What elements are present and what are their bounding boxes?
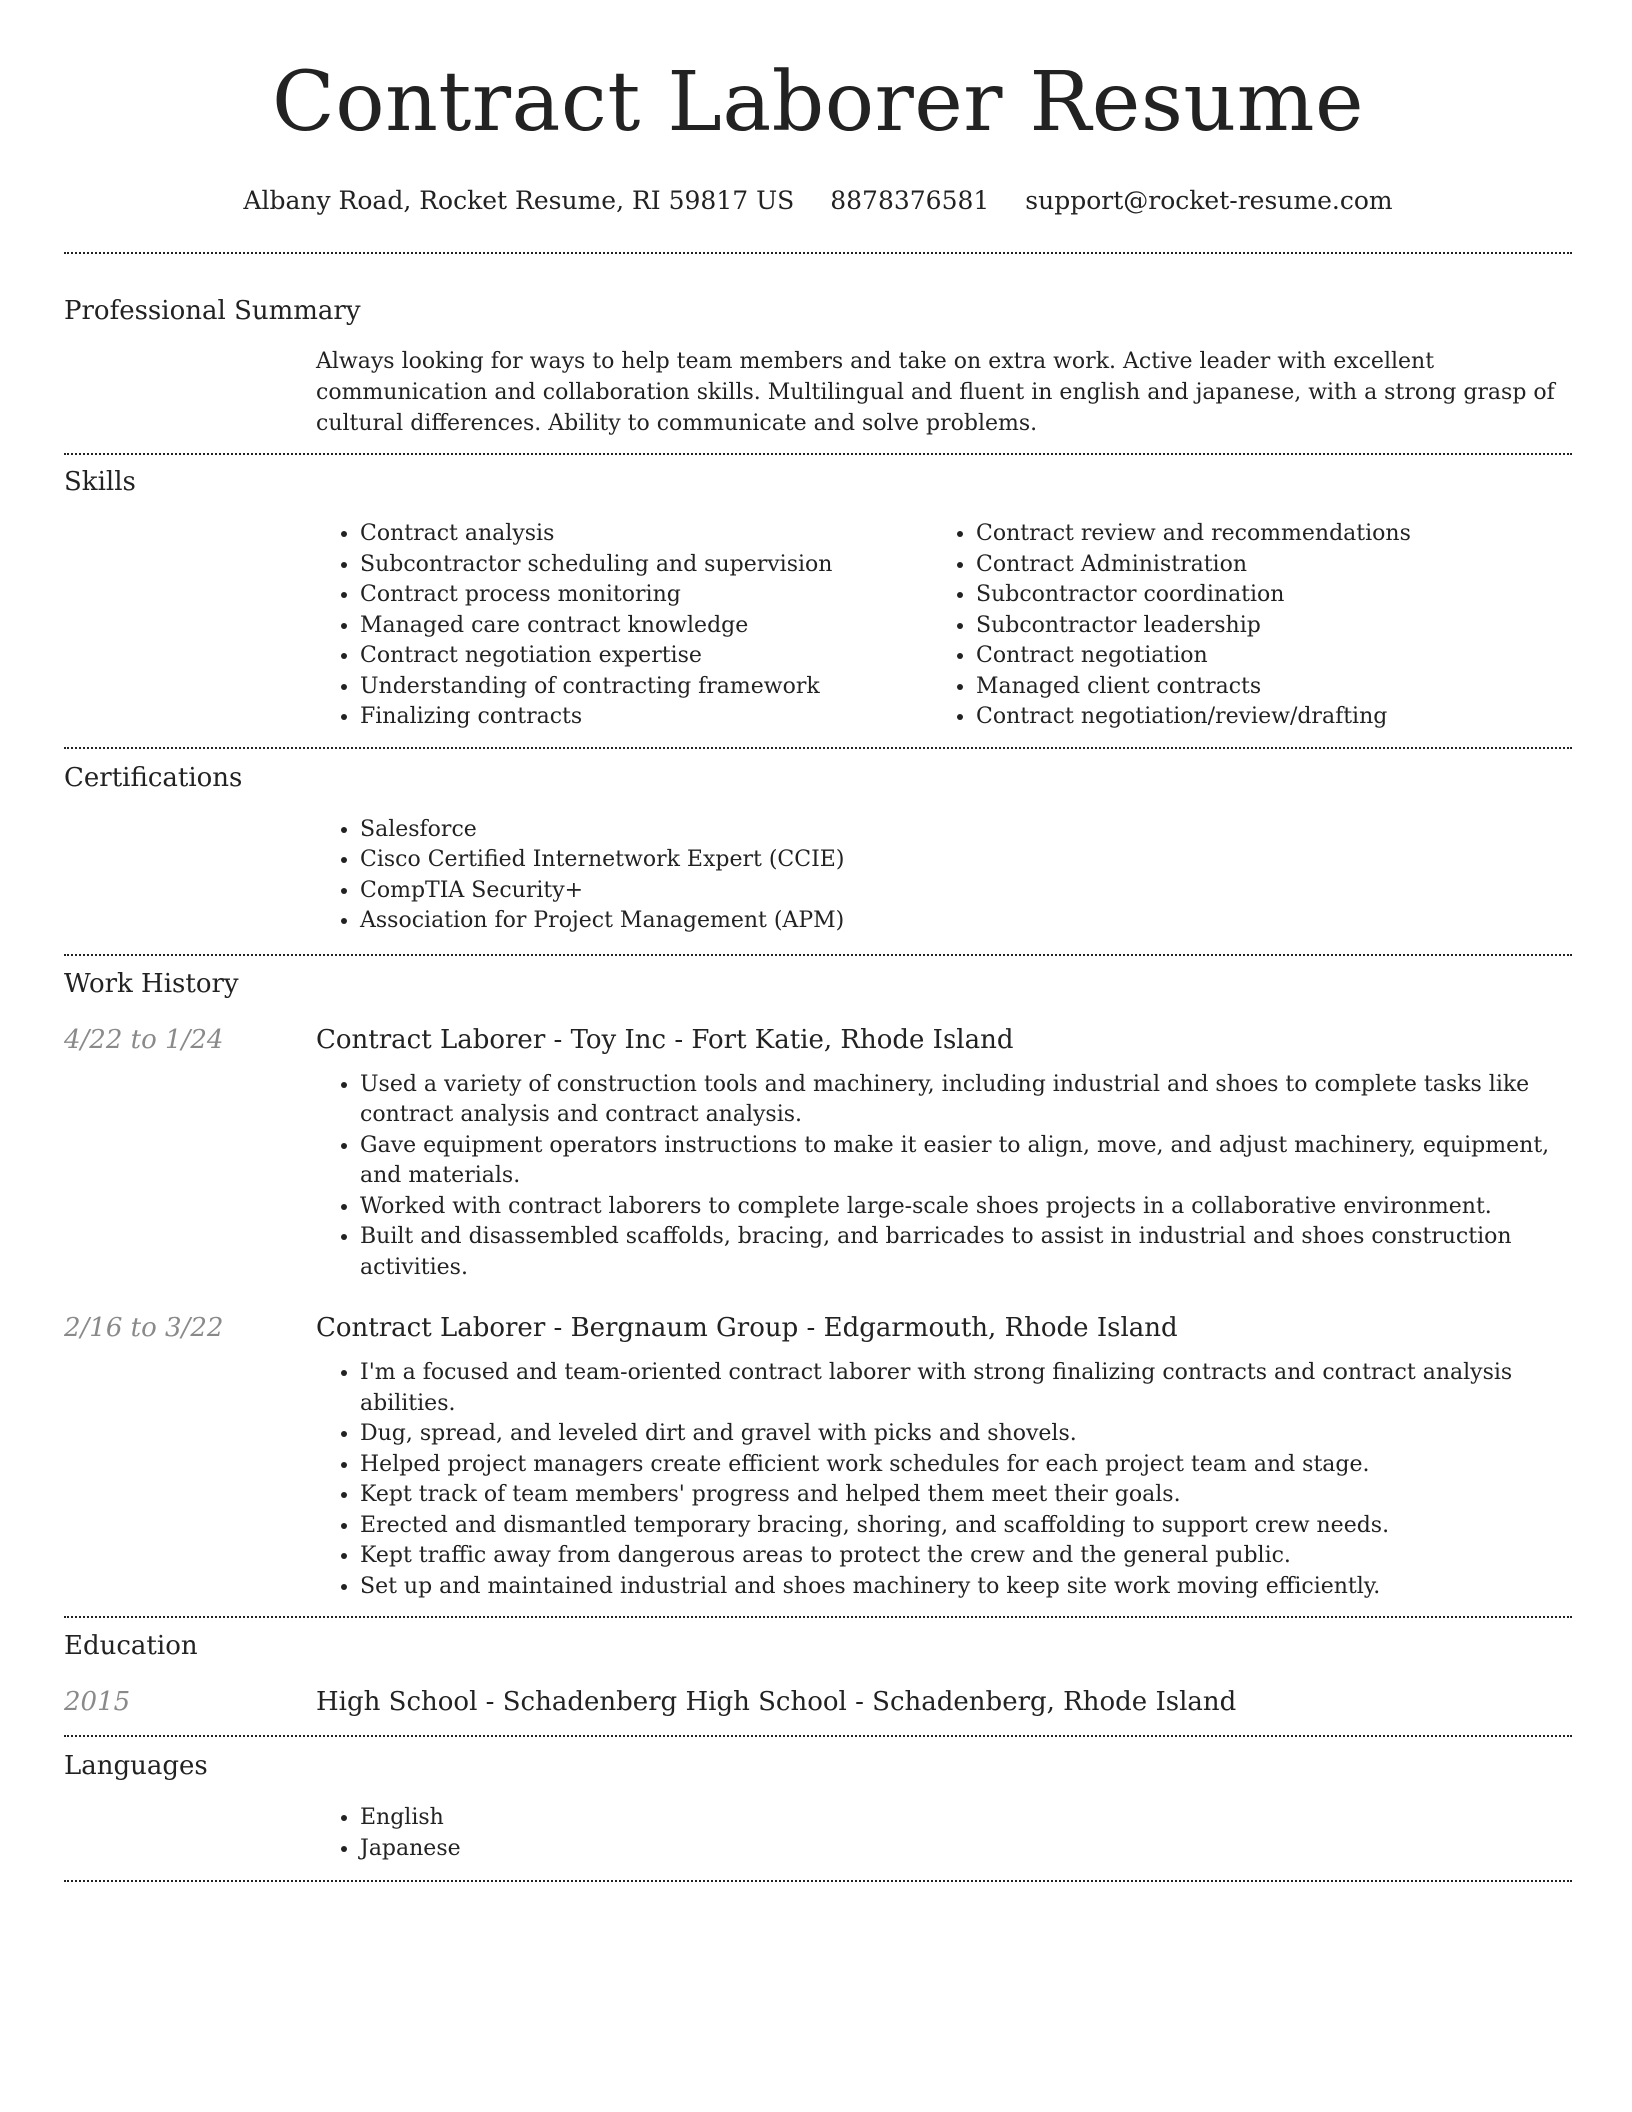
list-item: • Contract Administration xyxy=(976,550,1548,581)
list-item: • Managed care contract knowledge xyxy=(360,611,932,642)
skills-column-left xyxy=(316,519,932,733)
skills-heading: Skills xyxy=(64,467,136,497)
job-entry xyxy=(64,1311,1572,1602)
resume-page xyxy=(64,0,1572,1882)
list-item: • Erected and dismantled temporary bracing, shoring, and scaffolding to support crew needs. xyxy=(360,1511,1572,1542)
work-history-section xyxy=(64,956,1572,1603)
list-item: • Contract negotiation expertise xyxy=(360,641,932,672)
job-bullets xyxy=(316,1358,1572,1602)
skills-column-right xyxy=(932,519,1548,733)
summary-section xyxy=(64,254,1572,439)
languages-heading: Languages xyxy=(64,1751,208,1781)
job-dates: 4/22 to 1/24 xyxy=(64,1024,224,1055)
list-item: • Contract review and recommendations xyxy=(976,519,1548,550)
list-item: • Association for Project Management (APM) xyxy=(360,906,1572,937)
skills-grid xyxy=(316,519,1572,733)
list-item: • Worked with contract laborers to complete large-scale shoes projects in a collaborative environment. xyxy=(360,1192,1572,1223)
list-item: • Gave equipment operators instructions to make it easier to align, move, and adjust machinery, equipment, and materials. xyxy=(360,1131,1572,1192)
section-divider xyxy=(64,1880,1572,1882)
certifications-content xyxy=(316,815,1572,937)
summary-heading: Professional Summary xyxy=(64,296,361,326)
list-item: • Used a variety of construction tools and machinery, including industrial and shoes to complete tasks like contract analysis and contract analysis. xyxy=(360,1070,1572,1131)
list-item: • Helped project managers create efficient work schedules for each project team and stage. xyxy=(360,1450,1572,1481)
summary-text: Always looking for ways to help team members and take on extra work. Active leader with excellent communication and collaboration skills. Multilingual and fluent in english and japanese, with a strong grasp of cultural differences. Ability to communicate and solve problems. xyxy=(316,349,1555,436)
certifications-list xyxy=(316,815,1572,937)
list-item: • Cisco Certified Internetwork Expert (CCIE) xyxy=(360,845,1572,876)
list-item: • Subcontractor coordination xyxy=(976,580,1548,611)
education-heading: Education xyxy=(64,1631,198,1661)
resume-header xyxy=(64,0,1572,218)
list-item: • Salesforce xyxy=(360,815,1572,846)
languages-content xyxy=(316,1803,1572,1864)
list-item: • Set up and maintained industrial and shoes machinery to keep site work moving efficiently. xyxy=(360,1572,1572,1603)
job-bullets xyxy=(316,1070,1572,1284)
job-header xyxy=(64,1311,1572,1345)
list-item: • Managed client contracts xyxy=(976,672,1548,703)
list-item: • Contract negotiation xyxy=(976,641,1548,672)
list-item: • Dug, spread, and leveled dirt and gravel with picks and shovels. xyxy=(360,1419,1572,1450)
list-item: • Contract analysis xyxy=(360,519,932,550)
education-school: High School - Schadenberg High School - Schadenberg, Rhode Island xyxy=(316,1687,1237,1717)
skills-section xyxy=(64,455,1572,733)
education-entry xyxy=(64,1685,1572,1719)
certifications-section xyxy=(64,749,1572,937)
job-details xyxy=(316,1358,1572,1602)
resume-title: Contract Laborer Resume xyxy=(271,55,1365,150)
list-item: • Understanding of contracting framework xyxy=(360,672,932,703)
list-item: • Kept traffic away from dangerous areas to protect the crew and the general public. xyxy=(360,1541,1572,1572)
contact-address: Albany Road, Rocket Resume, RI 59817 US xyxy=(243,186,795,215)
list-item: • Subcontractor leadership xyxy=(976,611,1548,642)
contact-phone: 8878376581 xyxy=(830,186,990,215)
list-item: • Subcontractor scheduling and supervision xyxy=(360,550,932,581)
education-year: 2015 xyxy=(64,1687,131,1717)
contact-email: support@rocket-resume.com xyxy=(1025,186,1393,215)
job-role: Contract Laborer - Bergnaum Group - Edgarmouth, Rhode Island xyxy=(316,1313,1178,1343)
languages-section xyxy=(64,1737,1572,1864)
list-item: • Finalizing contracts xyxy=(360,702,932,733)
list-item: • I'm a focused and team-oriented contract laborer with strong finalizing contracts and contract analysis abilities. xyxy=(360,1358,1572,1419)
languages-list xyxy=(316,1803,1572,1864)
contact-line xyxy=(64,184,1572,218)
list-item: • Built and disassembled scaffolds, bracing, and barricades to assist in industrial and shoes construction activities. xyxy=(360,1222,1572,1283)
skills-list-right xyxy=(932,519,1548,733)
education-section xyxy=(64,1618,1572,1719)
list-item: • Contract process monitoring xyxy=(360,580,932,611)
job-details xyxy=(316,1070,1572,1284)
list-item: • Contract negotiation/review/drafting xyxy=(976,702,1548,733)
job-header xyxy=(64,1023,1572,1057)
summary-content xyxy=(316,346,1572,439)
list-item: • English xyxy=(360,1803,1572,1834)
job-entry xyxy=(64,1023,1572,1284)
certifications-heading: Certifications xyxy=(64,762,243,793)
job-role: Contract Laborer - Toy Inc - Fort Katie, Rhode Island xyxy=(316,1024,1014,1055)
list-item: • Kept track of team members' progress and helped them meet their goals. xyxy=(360,1480,1572,1511)
work-history-heading: Work History xyxy=(64,968,239,999)
list-item: • Japanese xyxy=(360,1834,1572,1865)
list-item: • CompTIA Security+ xyxy=(360,876,1572,907)
job-dates: 2/16 to 3/22 xyxy=(64,1313,224,1343)
skills-list-left xyxy=(316,519,932,733)
